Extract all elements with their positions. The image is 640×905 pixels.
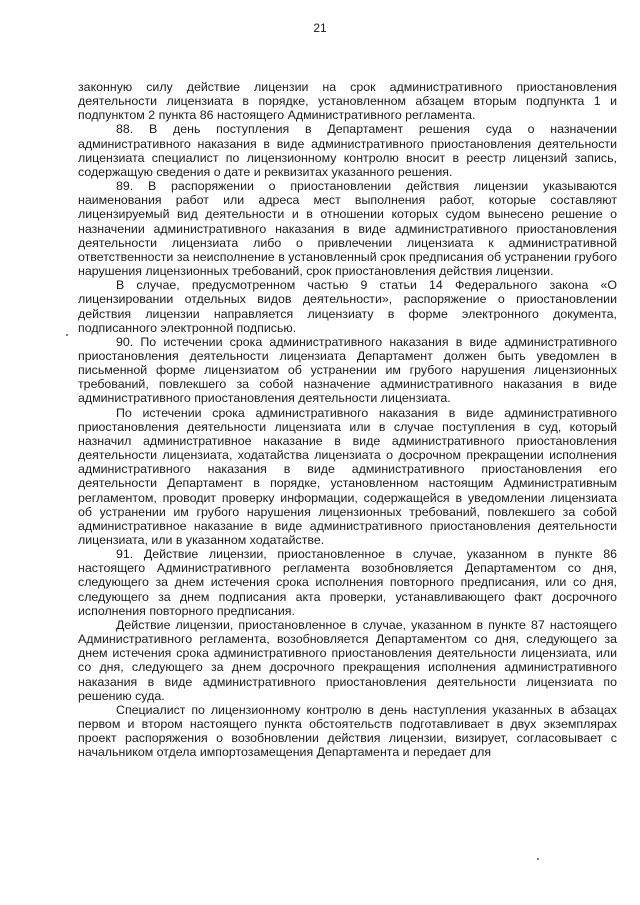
paragraph-89: 89. В распоряжении о приостановлении действия лицензии указываются наименования работ или адреса мест выполнения работ, которые составляют лицензируемый вид деятельности и в отношении которых судом вынесено решение о назначении административного наказания в виде административного приостановления деятельности лицензиата либо о привлечении лицензиата к административной ответственности за неисполнение в установленный срок предписания об устранении грубого нарушения лицензионных требований, срок приостановления действия лицензии. (78, 179, 617, 279)
paragraph-91: 91. Действие лицензии, приостановленное в случае, указанном в пункте 86 настоящего Административного регламента возобновляется Департаментом со дня, следующего за днем истечения срока исполнения повторного предписания, или со дня, следующего за днем подписания акта проверки, устанавливающего факт досрочного исполнения повторного предписания. (78, 547, 617, 618)
paragraph-91-third: Специалист по лицензионному контролю в день наступления указанных в абзацах первом и втором настоящего пункта обстоятельств подготавливает в двух экземплярах проект распоряжения о возобновлении действия лицензии, визирует, согласовывает с начальником отдела импортозамещения Департамента и передает для (78, 702, 617, 760)
paragraph-89-electronic: В случае, предусмотренном частью 9 статьи 14 Федерального закона «О лицензировании отдельных видов деятельности», распоряжение о приостановлении действия лицензии направляется лицензиату в форме электронного документа, подписанного электронной подписью. (78, 278, 617, 335)
scan-speck (537, 858, 539, 860)
paragraph-91-second: Действие лицензии, приостановленное в случае, указанном в пункте 87 настоящего Административного регламента, возобновляется Департаментом со дня, следующего за днем истечения срока административного приостановления деятельности лицензиата, или со дня, следующего за днем досрочного прекращения исполнения административного наказания в виде административного приостановления деятельности лицензиата по решению суда. (78, 617, 617, 703)
paragraph-88: 88. В день поступления в Департамент решения суда о назначении административного наказания в виде административного приостановления деятельности лицензиата специалист по лицензионному контролю вносит в реестр лицензий запись, содержащую сведения о дате и реквизитах указанного решения. (78, 122, 617, 179)
paragraph-continuation: законную силу действие лицензии на срок административного приостановления деятельности лицензиата в порядке, установленном абзацем вторым подпункта 1 и подпунктом 2 пункта 86 настоящего Административного регламента. (78, 80, 617, 123)
scan-speck (66, 334, 68, 336)
document-body (78, 80, 617, 760)
paragraph-90: 90. По истечении срока административного наказания в виде административного приостановления деятельности лицензиата Департамент должен быть уведомлен в письменной форме лицензиатом об устранении им грубого нарушения лицензионных требований, повлекшего за собой назначение административного наказания в виде административного приостановления деятельности лицензиата. (78, 334, 617, 406)
paragraph-90-inspection: По истечении срока административного наказания в виде административного приостановления деятельности лицензиата или в случае поступления в суд, который назначил административное наказание в виде административного приостановления деятельности лицензиата, ходатайства лицензиата о досрочном прекращении исполнения административного наказания в виде административного приостановления его деятельности Департамент в порядке, установленном настоящим Административным регламентом, проводит проверку информации, содержащейся в уведомлении лицензиата об устранении им грубого нарушения лицензионных требований, повлекшего за собой административное наказание в виде административного приостановления деятельности лицензиата, или в указанном ходатайстве. (78, 405, 617, 547)
page-number: 21 (313, 21, 327, 35)
